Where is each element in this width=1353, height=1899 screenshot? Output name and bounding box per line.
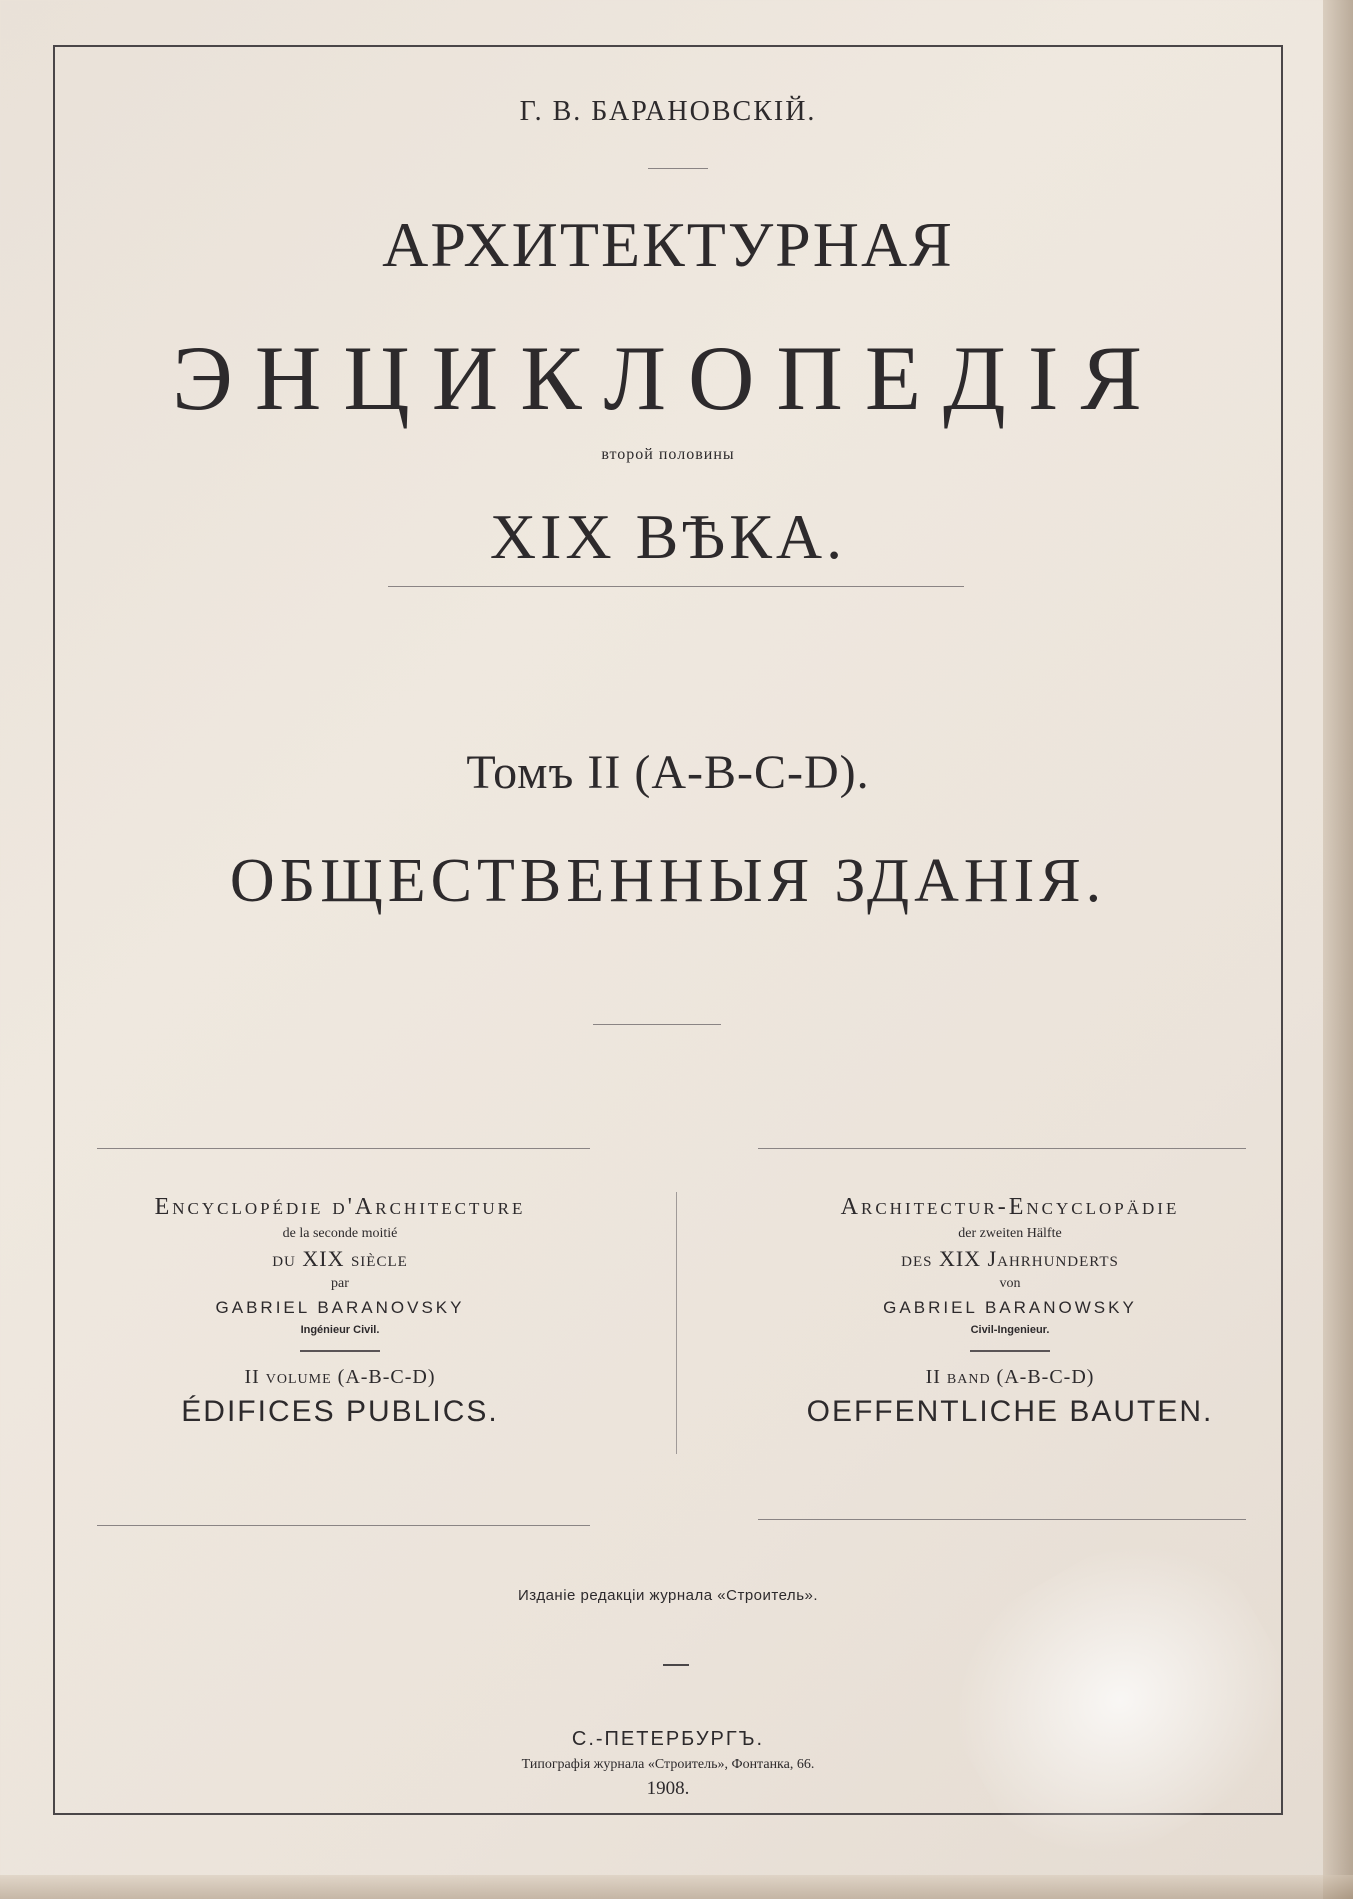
title-line-1: АРХИТЕКТУРНАЯ xyxy=(382,209,954,280)
title-line-4: XIX ВѢКА. xyxy=(489,501,847,572)
french-century: du XIX siècle xyxy=(272,1246,408,1271)
german-author: GABRIEL BARANOWSKY xyxy=(883,1298,1137,1317)
german-subtitle: der zweiten Hälfte xyxy=(958,1226,1062,1241)
french-separator xyxy=(300,1350,380,1352)
french-subject: ÉDIFICES PUBLICS. xyxy=(181,1395,499,1428)
title-line-2: ЭНЦИКЛОПЕДІЯ xyxy=(172,327,1164,429)
publication-year: 1908. xyxy=(646,1778,690,1799)
divider-dash xyxy=(663,1664,689,1666)
french-title: Encyclopédie d'Architecture xyxy=(154,1194,526,1220)
french-volume: II volume (A-B-C-D) xyxy=(244,1366,436,1388)
city-name: С.-ПЕТЕРБУРГЪ. xyxy=(571,1728,765,1750)
page-border-frame xyxy=(53,45,1283,1815)
author-name: Г. В. БАРАНОВСКІЙ. xyxy=(519,96,817,127)
divider-rule xyxy=(593,1024,721,1025)
right-top-rule xyxy=(758,1148,1246,1149)
volume-subject: ОБЩЕСТВЕННЫЯ ЗДАНІЯ. xyxy=(229,847,1107,915)
german-title-block xyxy=(750,1190,1270,1432)
column-divider xyxy=(676,1192,677,1454)
german-by: von xyxy=(999,1276,1021,1291)
german-volume: II band (A-B-C-D) xyxy=(925,1366,1095,1388)
french-subtitle: de la seconde moitié xyxy=(282,1226,398,1241)
book-edge-right xyxy=(1323,0,1353,1899)
german-century: des XIX Jahrhunderts xyxy=(901,1246,1119,1271)
printer-line: Типографія журнала «Строитель», Фонтанка, 66. xyxy=(521,1757,815,1772)
french-by: par xyxy=(331,1276,349,1291)
left-bottom-rule xyxy=(97,1525,590,1526)
german-role: Civil-Ingenieur. xyxy=(970,1324,1050,1336)
volume-number: Томъ II (A-B-C-D). xyxy=(466,746,870,799)
divider-rule xyxy=(388,586,964,587)
left-top-rule xyxy=(97,1148,590,1149)
title-line-3: второй половины xyxy=(601,446,735,463)
book-edge-bottom xyxy=(0,1875,1353,1899)
german-separator xyxy=(970,1350,1050,1352)
publisher-line: Изданіе редакціи журнала «Строитель». xyxy=(517,1587,819,1604)
german-title: Architectur-Encyclopädie xyxy=(840,1194,1180,1220)
divider-rule xyxy=(648,168,708,169)
french-role: Ingénieur Civil. xyxy=(300,1324,380,1336)
french-title-block xyxy=(80,1190,600,1432)
right-bottom-rule xyxy=(758,1519,1246,1520)
german-subject: OEFFENTLICHE BAUTEN. xyxy=(806,1395,1214,1428)
french-author: GABRIEL BARANOVSKY xyxy=(215,1298,465,1317)
